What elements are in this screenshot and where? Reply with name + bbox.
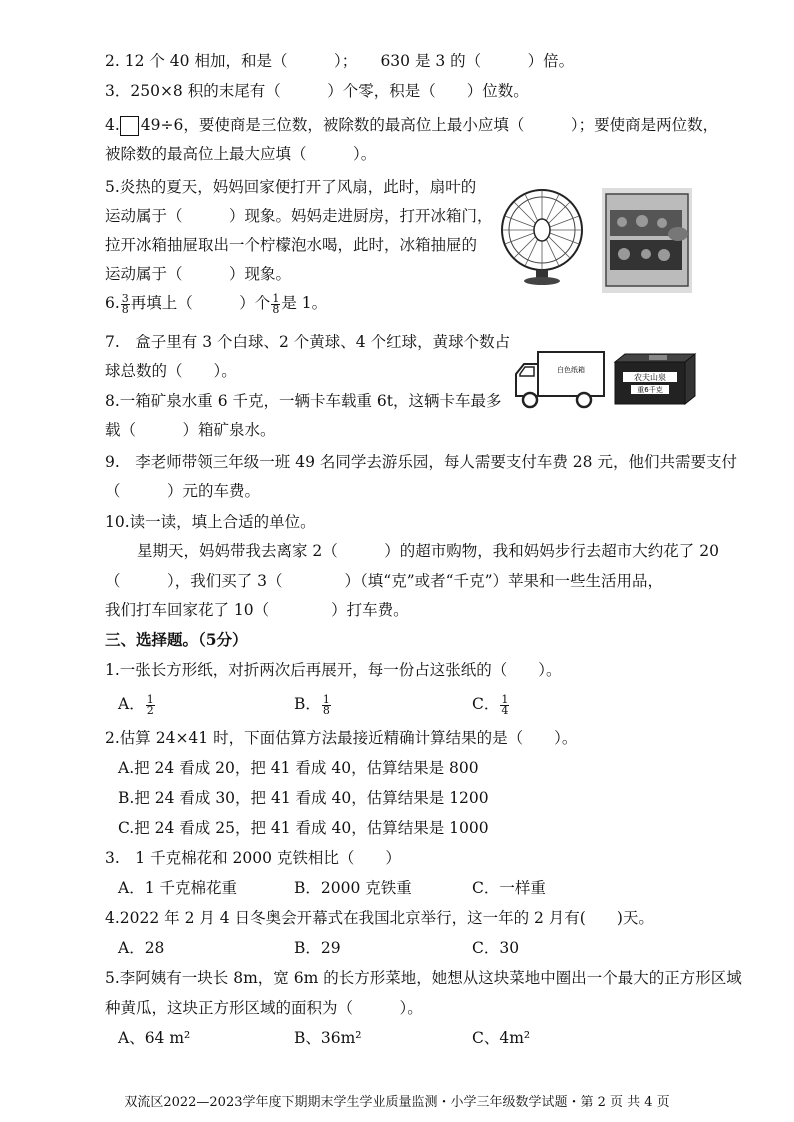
choice-4-option-b: B．29: [294, 939, 341, 957]
choice-2-option-c: C.把 24 看成 25，把 41 看成 40，估算结果是 1000: [118, 819, 489, 837]
fraction-numerator: 1: [272, 291, 280, 305]
choice-5-option-a: A、64 m²: [118, 1029, 191, 1047]
fraction-denominator: 8: [121, 302, 129, 316]
truck-label: 白色纸箱: [557, 366, 585, 374]
question-7-line2: 球总数的（ ）。: [105, 362, 237, 380]
fraction-numerator: 1: [322, 692, 330, 706]
question-4-line2: 被除数的最高位上最大应填（ ）。: [105, 145, 377, 163]
question-4-line1: [105, 114, 718, 136]
question-5-line2: 运动属于（ ）现象。妈妈走进厨房，打开冰箱门，: [105, 207, 493, 225]
choice-4-option-a: A．28: [118, 939, 165, 957]
choice-3-question: 3. 1 千克棉花和 2000 克铁相比（ ）: [105, 849, 401, 867]
option-fraction: [146, 692, 155, 717]
truck-image: [512, 350, 607, 412]
question-4-number: 4.: [105, 116, 120, 134]
fraction-denominator: 8: [322, 703, 330, 717]
question-3: 3．250×8 积的末尾有（ ）个零，积是（ ）位数。: [105, 82, 529, 100]
choice-2-option-a: A.把 24 看成 20，把 41 看成 40，估算结果是 800: [118, 759, 479, 777]
fraction-denominator: 2: [146, 703, 154, 717]
choice-4-question: 4.2022 年 2 月 4 日冬奥会开幕式在我国北京举行，这一年的 2 月有( )天。: [105, 909, 654, 927]
question-10-line3: 我们打车回家花了 10（ ）打车费。: [105, 601, 409, 619]
question-8-line2: 载（ ）箱矿泉水。: [105, 421, 276, 439]
question-5-line4: 运动属于（ ）现象。: [105, 265, 292, 283]
choice-5-line1: 5.李阿姨有一块长 8m，宽 6m 的长方形菜地，她想从这块菜地中圈出一个最大的正方形区域: [105, 969, 742, 987]
water-brand: 农夫山泉: [634, 373, 666, 382]
fraction-denominator: 8: [272, 302, 280, 316]
choice-5-option-b: B、36m²: [294, 1029, 362, 1047]
question-9-line1: 9. 李老师带领三年级一班 49 名同学去游乐园，每人需要支付车费 28 元，他们共需要支付: [105, 453, 737, 471]
question-10-line2: （ ），我们买了 3（ ）（填“克”或者“千克”）苹果和一些生活用品，: [105, 572, 663, 590]
choice-1-option-b: [294, 693, 332, 716]
fraction-1-8: [271, 291, 280, 316]
question-6-end: 是 1。: [281, 294, 328, 312]
question-9-line2: （ ）元的车费。: [105, 482, 261, 500]
section-3-heading: 三、选择题。（5分）: [105, 630, 248, 649]
option-label: A．: [118, 695, 145, 713]
fraction-numerator: 3: [121, 291, 129, 305]
choice-3-option-a: A．1 千克棉花重: [118, 879, 237, 897]
question-7-line1: 7. 盒子里有 3 个白球、2 个黄球、4 个红球，黄球个数占: [105, 333, 511, 351]
water-weight: 重6千克: [637, 386, 663, 394]
choice-2-question: 2.估算 24×41 时，下面估算方法最接近精确计算结果的是（ ）。: [105, 729, 578, 747]
fridge-drawer-image: [602, 188, 692, 293]
question-10-title: 10.读一读，填上合适的单位。: [105, 513, 316, 531]
option-label: B．: [294, 695, 321, 713]
question-2: 2. 12 个 40 相加，和是（ ）； 630 是 3 的（ ）倍。: [105, 52, 575, 70]
question-5-line3: 拉开冰箱抽屉取出一个柠檬泡水喝，此时，冰箱抽屉的: [105, 236, 478, 254]
electric-fan-image: [495, 186, 590, 286]
choice-5-option-c: C、4m²: [472, 1029, 531, 1047]
choice-1-option-c: [472, 693, 510, 716]
choice-3-option-b: B．2000 克铁重: [294, 879, 412, 897]
fraction-denominator: 4: [501, 703, 509, 717]
choice-1-question: 1.一张长方形纸，对折两次后再展开，每一份占这张纸的（ ）。: [105, 661, 562, 679]
blank-box: [120, 116, 139, 136]
choice-2-option-b: B.把 24 看成 30，把 41 看成 40，估算结果是 1200: [118, 789, 489, 807]
water-box-image: [611, 352, 697, 406]
question-8-line1: 8.一箱矿泉水重 6 千克，一辆卡车载重 6t，这辆卡车最多: [105, 392, 502, 410]
option-fraction: [322, 692, 331, 717]
question-5-line1: 5.炎热的夏天，妈妈回家便打开了风扇，此时，扇叶的: [105, 178, 477, 196]
choice-3-option-c: C．一样重: [472, 879, 546, 897]
page-footer: 双流区2022—2023学年度下期期末学生学业质量监测・小学三年级数学试题・第 2 页 共 4 页: [124, 1095, 670, 1110]
choice-1-option-a: [118, 693, 156, 716]
option-label: C．: [472, 695, 500, 713]
question-4-text: 49÷6，要使商是三位数，被除数的最高位上最小应填（ ）；要使商是两位数，: [140, 116, 719, 134]
option-fraction: [500, 692, 509, 717]
question-10-line1: 星期天，妈妈带我去离家 2（ ）的超市购物，我和妈妈步行去超市大约花了 20: [137, 542, 719, 560]
choice-4-option-c: C．30: [472, 939, 520, 957]
choice-5-line2: 种黄瓜，这块正方形区域的面积为（ ）。: [105, 999, 423, 1017]
fraction-numerator: 1: [146, 692, 154, 706]
question-6: [105, 292, 327, 315]
fraction-numerator: 1: [501, 692, 509, 706]
question-6-number: 6.: [105, 294, 120, 312]
question-6-text: 再填上（ ）个: [130, 294, 271, 312]
fraction-3-8: [121, 291, 130, 316]
